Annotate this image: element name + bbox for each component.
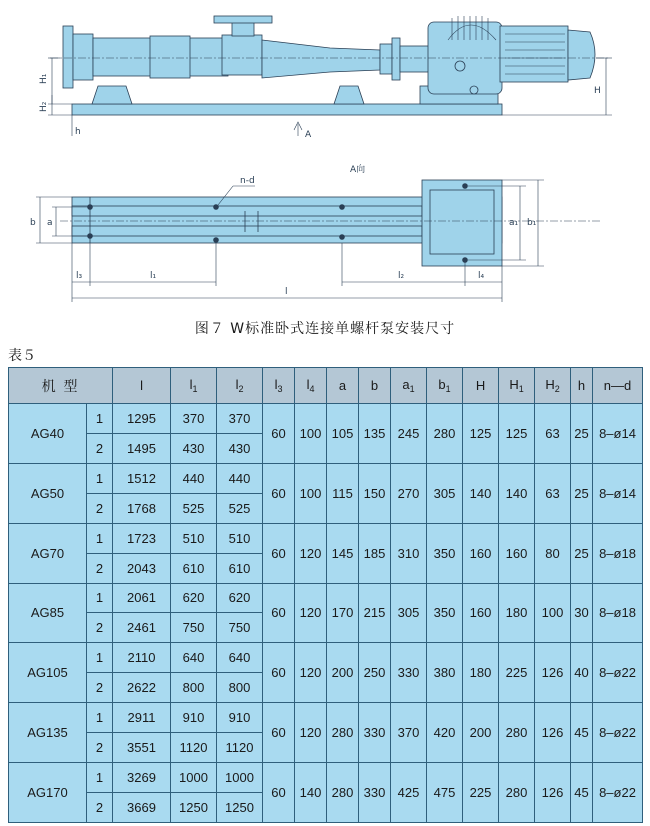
cell-nd: 8–ø14	[593, 463, 643, 523]
coupling-flange	[392, 38, 400, 80]
cell-a1: 370	[391, 703, 427, 763]
cell-a: 200	[327, 643, 359, 703]
outlet-pipe	[232, 22, 254, 36]
cell-l1: 1000	[171, 763, 217, 793]
installation-drawing	[0, 0, 650, 305]
cell-variant-no: 1	[87, 404, 113, 434]
cell-H: 160	[463, 523, 499, 583]
cell-l3: 60	[263, 703, 295, 763]
cell-l2: 750	[217, 613, 263, 643]
figure-caption: 图７ W标准卧式连接单螺杆泵安装尺寸	[194, 321, 456, 337]
label-l4: l₄	[478, 271, 485, 281]
cell-h: 40	[571, 643, 593, 703]
cell-l2: 1120	[217, 733, 263, 763]
header-b: b	[359, 368, 391, 404]
motor-end-cap	[568, 30, 595, 80]
cell-H2: 126	[535, 643, 571, 703]
cell-model: AG40	[9, 404, 87, 464]
cell-b1: 350	[427, 523, 463, 583]
header-b1: $b_1$	[427, 368, 463, 404]
header-H: H	[463, 368, 499, 404]
cell-model: AG135	[9, 703, 87, 763]
cell-l: 2461	[113, 613, 171, 643]
discharge-body	[222, 35, 262, 75]
label-l1: l₁	[150, 271, 157, 281]
cell-l2: 620	[217, 583, 263, 613]
cell-a: 280	[327, 763, 359, 823]
inlet-flange	[63, 26, 73, 88]
cell-H1: 280	[499, 763, 535, 823]
cell-H2: 80	[535, 523, 571, 583]
cell-l4: 120	[295, 643, 327, 703]
cell-l2: 440	[217, 463, 263, 493]
cell-l4: 120	[295, 583, 327, 643]
cell-H1: 160	[499, 523, 535, 583]
cell-b1: 380	[427, 643, 463, 703]
cell-H1: 140	[499, 463, 535, 523]
cell-l4: 100	[295, 404, 327, 464]
cell-variant-no: 2	[87, 553, 113, 583]
plan-motor-inner	[430, 190, 494, 254]
cell-b1: 305	[427, 463, 463, 523]
cell-nd: 8–ø22	[593, 643, 643, 703]
cell-l4: 100	[295, 463, 327, 523]
label-nd: n-d	[240, 176, 255, 186]
cell-l: 2061	[113, 583, 171, 613]
cell-H2: 126	[535, 703, 571, 763]
cell-l: 2622	[113, 673, 171, 703]
label-l2: l₂	[398, 271, 405, 281]
label-H2: H₂	[39, 101, 49, 112]
cell-l3: 60	[263, 463, 295, 523]
pump-foot-left	[92, 86, 132, 104]
cell-l: 2043	[113, 553, 171, 583]
cell-a1: 245	[391, 404, 427, 464]
cell-l1: 440	[171, 463, 217, 493]
base-plate	[72, 104, 502, 115]
table-row	[9, 763, 643, 793]
table-row	[9, 463, 643, 493]
cell-h: 25	[571, 463, 593, 523]
coupling-left	[380, 44, 392, 74]
cell-H1: 280	[499, 703, 535, 763]
cell-l1: 430	[171, 433, 217, 463]
cell-l: 3269	[113, 763, 171, 793]
label-b1: b₁	[527, 218, 537, 228]
cell-variant-no: 1	[87, 643, 113, 673]
cell-variant-no: 2	[87, 792, 113, 822]
cell-nd: 8–ø22	[593, 763, 643, 823]
header-a1: $a_1$	[391, 368, 427, 404]
cell-l3: 60	[263, 763, 295, 823]
cell-H2: 63	[535, 404, 571, 464]
cell-l: 1295	[113, 404, 171, 434]
cell-l4: 120	[295, 523, 327, 583]
cell-l3: 60	[263, 643, 295, 703]
cell-l3: 60	[263, 404, 295, 464]
header-nd: n—d	[593, 368, 643, 404]
table-row	[9, 523, 643, 553]
header-H2: $H_2$	[535, 368, 571, 404]
cell-model: AG70	[9, 523, 87, 583]
cell-l2: 610	[217, 553, 263, 583]
plan-view	[60, 180, 600, 266]
label-h: h	[75, 127, 81, 137]
cell-H: 140	[463, 463, 499, 523]
cell-h: 25	[571, 523, 593, 583]
header-l3: $l_3$	[263, 368, 295, 404]
plan-rail-top	[72, 206, 422, 216]
header-l1: $l_1$	[171, 368, 217, 404]
cell-l1: 620	[171, 583, 217, 613]
side-view	[50, 16, 610, 115]
cell-a: 170	[327, 583, 359, 643]
label-a1: a₁	[509, 218, 519, 228]
cell-l: 3669	[113, 792, 171, 822]
cell-b1: 280	[427, 404, 463, 464]
cell-l2: 800	[217, 673, 263, 703]
label-b: b	[30, 218, 36, 228]
header-l4: $l_4$	[295, 368, 327, 404]
header-a: a	[327, 368, 359, 404]
cell-l: 1723	[113, 523, 171, 553]
cell-l1: 800	[171, 673, 217, 703]
cell-nd: 8–ø18	[593, 523, 643, 583]
cell-H: 225	[463, 763, 499, 823]
spec-table	[8, 367, 643, 823]
cell-l2: 430	[217, 433, 263, 463]
cell-a: 115	[327, 463, 359, 523]
cell-l: 2110	[113, 643, 171, 673]
cell-b: 150	[359, 463, 391, 523]
cell-variant-no: 2	[87, 733, 113, 763]
header-h: h	[571, 368, 593, 404]
cell-model: AG85	[9, 583, 87, 643]
cell-l2: 525	[217, 493, 263, 523]
cell-h: 45	[571, 703, 593, 763]
label-arrow-A: A	[305, 130, 312, 140]
table-row	[9, 643, 643, 673]
cell-b1: 420	[427, 703, 463, 763]
pump-foot-right	[334, 86, 364, 104]
cell-l1: 610	[171, 553, 217, 583]
cell-variant-no: 2	[87, 673, 113, 703]
label-H: H	[594, 86, 601, 96]
cell-H: 180	[463, 643, 499, 703]
cell-variant-no: 1	[87, 523, 113, 553]
cell-H1: 225	[499, 643, 535, 703]
cell-a1: 270	[391, 463, 427, 523]
cell-H: 200	[463, 703, 499, 763]
cell-H2: 100	[535, 583, 571, 643]
label-l3: l₃	[76, 271, 83, 281]
cell-H: 125	[463, 404, 499, 464]
cell-b: 330	[359, 703, 391, 763]
cell-l1: 750	[171, 613, 217, 643]
cell-h: 25	[571, 404, 593, 464]
cell-model: AG50	[9, 463, 87, 523]
cell-a: 145	[327, 523, 359, 583]
cell-nd: 8–ø18	[593, 583, 643, 643]
header-model: 机 型	[9, 368, 113, 404]
cell-b1: 475	[427, 763, 463, 823]
table-row	[9, 703, 643, 733]
cell-H1: 180	[499, 583, 535, 643]
cell-h: 30	[571, 583, 593, 643]
cell-a1: 330	[391, 643, 427, 703]
cell-a: 280	[327, 703, 359, 763]
cell-l: 1768	[113, 493, 171, 523]
gearbox-bolt-top	[455, 61, 465, 71]
bearing-housing	[262, 40, 380, 78]
cell-l2: 910	[217, 703, 263, 733]
cell-H: 160	[463, 583, 499, 643]
cell-l2: 640	[217, 643, 263, 673]
cell-l2: 1250	[217, 792, 263, 822]
cell-a: 105	[327, 404, 359, 464]
outlet-flange	[214, 16, 272, 23]
table-label: 表５	[8, 348, 36, 364]
motor-body	[500, 26, 568, 82]
cell-a1: 310	[391, 523, 427, 583]
cell-l1: 370	[171, 404, 217, 434]
stator-band	[150, 36, 190, 78]
cell-b: 215	[359, 583, 391, 643]
label-view-A: A向	[350, 165, 366, 175]
cell-nd: 8–ø14	[593, 404, 643, 464]
cell-b: 250	[359, 643, 391, 703]
table-body	[9, 404, 643, 823]
cell-variant-no: 2	[87, 493, 113, 523]
label-a: a	[47, 218, 53, 228]
cell-variant-no: 2	[87, 433, 113, 463]
cell-b1: 350	[427, 583, 463, 643]
cell-l1: 1250	[171, 792, 217, 822]
table-header-row	[9, 368, 643, 404]
cell-l1: 510	[171, 523, 217, 553]
cell-l1: 1120	[171, 733, 217, 763]
cell-model: AG105	[9, 643, 87, 703]
header-H1: $H_1$	[499, 368, 535, 404]
cell-a1: 305	[391, 583, 427, 643]
cell-b: 185	[359, 523, 391, 583]
cell-l4: 140	[295, 763, 327, 823]
cell-variant-no: 1	[87, 463, 113, 493]
cell-variant-no: 1	[87, 703, 113, 733]
cell-l: 2911	[113, 703, 171, 733]
table-row	[9, 583, 643, 613]
cell-l3: 60	[263, 583, 295, 643]
label-H1: H₁	[39, 73, 49, 84]
cell-l1: 910	[171, 703, 217, 733]
coupling-right	[400, 46, 430, 72]
plan-rail-bottom	[72, 226, 422, 236]
cell-model: AG170	[9, 763, 87, 823]
cell-H2: 126	[535, 763, 571, 823]
table-row	[9, 404, 643, 434]
cell-l1: 640	[171, 643, 217, 673]
cell-H1: 125	[499, 404, 535, 464]
cell-variant-no: 2	[87, 613, 113, 643]
cell-l: 1495	[113, 433, 171, 463]
label-l: l	[285, 287, 288, 297]
cell-l2: 370	[217, 404, 263, 434]
cell-h: 45	[571, 763, 593, 823]
cell-nd: 8–ø22	[593, 703, 643, 763]
cell-variant-no: 1	[87, 583, 113, 613]
cell-l1: 525	[171, 493, 217, 523]
header-l: l	[113, 368, 171, 404]
cell-l2: 1000	[217, 763, 263, 793]
cell-l: 1512	[113, 463, 171, 493]
cell-H2: 63	[535, 463, 571, 523]
cell-l: 3551	[113, 733, 171, 763]
suction-casing	[73, 34, 93, 80]
cell-b: 135	[359, 404, 391, 464]
cell-l2: 510	[217, 523, 263, 553]
cell-l4: 120	[295, 703, 327, 763]
cell-l3: 60	[263, 523, 295, 583]
cell-a1: 425	[391, 763, 427, 823]
header-l2: $l_2$	[217, 368, 263, 404]
cell-variant-no: 1	[87, 763, 113, 793]
gearbox-bolt-bottom	[470, 86, 478, 94]
cell-b: 330	[359, 763, 391, 823]
